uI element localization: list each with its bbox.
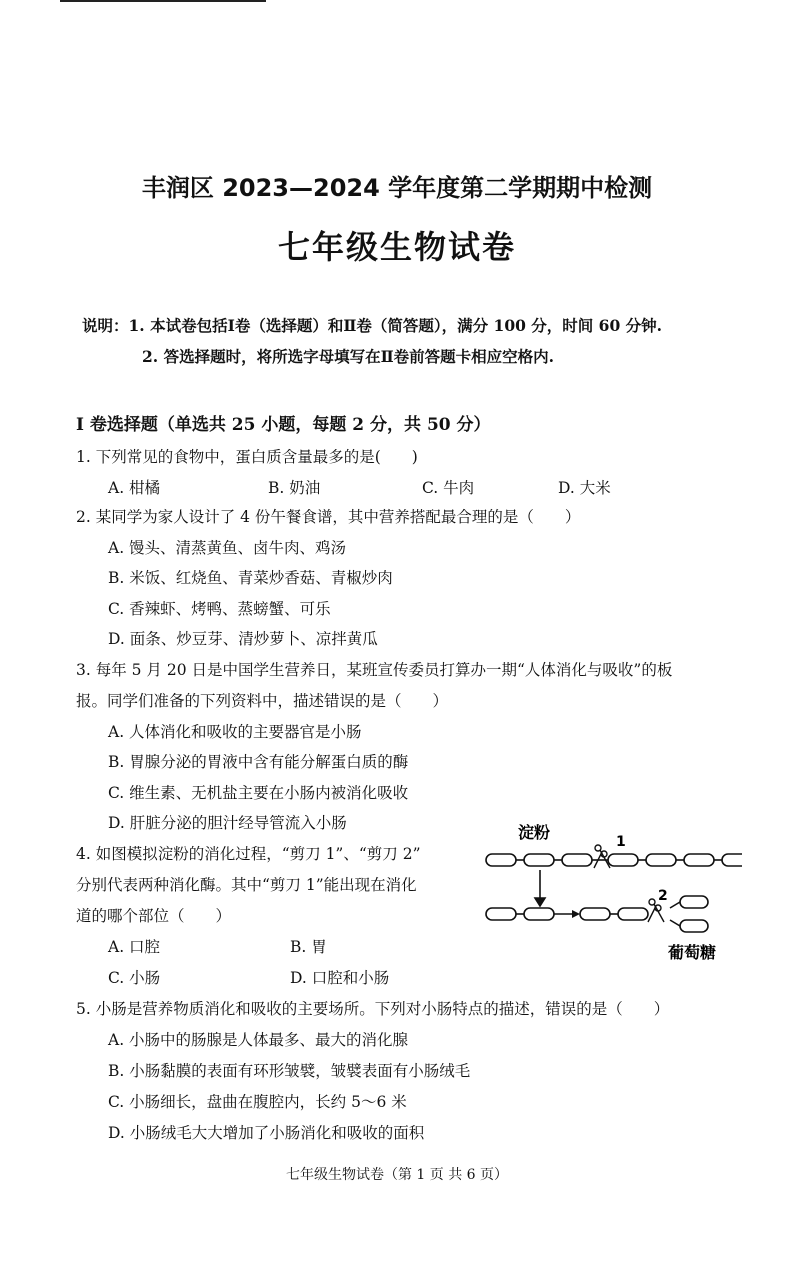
question-4-stem-line-3: 道的哪个部位（ ） [76, 907, 232, 925]
top-rule [60, 0, 266, 2]
section-title: Ⅰ 卷选择题（单选共 25 小题，每题 2 分，共 50 分） [76, 415, 491, 435]
question-3-option-d: D. 肝脏分泌的胆汁经导管流入小肠 [108, 814, 347, 832]
question-1-option-d: D. 大米 [558, 479, 611, 497]
question-3-stem-line-2: 报。同学们准备的下列资料中，描述错误的是（ ） [76, 692, 449, 710]
starch-digestion-diagram [480, 818, 750, 968]
glucose-unit [680, 920, 708, 932]
question-4-option-c: C. 小肠 [108, 969, 161, 987]
question-2-option-b: B. 米饭、红烧鱼、青菜炒香菇、青椒炒肉 [108, 569, 393, 587]
question-5-option-a: A. 小肠中的肠腺是人体最多、最大的消化腺 [108, 1031, 409, 1049]
question-4-option-b: B. 胃 [290, 938, 327, 956]
glucose-unit [486, 854, 516, 866]
glucose-unit [684, 854, 714, 866]
starch-label: 淀粉 [518, 823, 551, 842]
question-3-option-a: A. 人体消化和吸收的主要器官是小肠 [108, 723, 362, 741]
right-arrow [572, 910, 580, 918]
exam-subtitle: 七年级生物试卷 [277, 228, 516, 266]
instruction-2: 2. 答选择题时，将所选字母填写在Ⅱ卷前答题卡相应空格内. [142, 347, 555, 366]
glucose-split [670, 896, 708, 932]
glucose-unit [580, 908, 610, 920]
glucose-unit [524, 908, 554, 920]
glucose-unit [608, 854, 638, 866]
question-2-option-c: C. 香辣虾、烤鸭、蒸螃蟹、可乐 [108, 600, 331, 618]
question-3-stem-line-1: 3. 每年 5 月 20 日是中国学生营养日，某班宣传委员打算办一期“人体消化与吸收”的板 [76, 661, 673, 679]
question-5-option-d: D. 小肠绒毛大大增加了小肠消化和吸收的面积 [108, 1124, 425, 1142]
question-2-option-a: A. 馒头、清蒸黄鱼、卤牛肉、鸡汤 [108, 539, 347, 557]
glucose-unit [618, 908, 648, 920]
question-5-option-c: C. 小肠细长，盘曲在腹腔内，长约 5～6 米 [108, 1093, 407, 1111]
question-4-option-d: D. 口腔和小肠 [290, 969, 390, 987]
glucose-unit [646, 854, 676, 866]
exam-title: 丰润区 2023—2024 学年度第二学期期中检测 [141, 174, 653, 202]
instruction-1: 说明：1. 本试卷包括Ⅰ卷（选择题）和Ⅱ卷（简答题），满分 100 分，时间 60 分钟. [82, 316, 663, 335]
question-4-option-a: A. 口腔 [108, 938, 161, 956]
question-5-stem: 5. 小肠是营养物质消化和吸收的主要场所。下列对小肠特点的描述，错误的是（ ） [76, 1000, 670, 1018]
glucose-label: 葡萄糖 [668, 943, 717, 962]
question-4-stem-line-1: 4. 如图模拟淀粉的消化过程，“剪刀 1”、“剪刀 2” [76, 845, 421, 863]
question-1-option-c: C. 牛肉 [422, 479, 475, 497]
glucose-unit [562, 854, 592, 866]
question-4-stem-line-2: 分别代表两种消化酶。其中“剪刀 1”能出现在消化 [76, 876, 417, 894]
question-1-option-b: B. 奶油 [268, 479, 321, 497]
scissor-1-label: 1 [616, 834, 626, 850]
question-1-option-a: A. 柑橘 [108, 479, 161, 497]
question-5-option-b: B. 小肠黏膜的表面有环形皱襞，皱襞表面有小肠绒毛 [108, 1062, 471, 1080]
glucose-unit [524, 854, 554, 866]
starch-chain [486, 854, 742, 866]
question-3-option-c: C. 维生素、无机盐主要在小肠内被消化吸收 [108, 784, 409, 802]
page-footer: 七年级生物试卷（第 1 页 共 6 页） [285, 1167, 509, 1183]
glucose-unit [486, 908, 516, 920]
question-3-option-b: B. 胃腺分泌的胃液中含有能分解蛋白质的酶 [108, 753, 409, 771]
question-2-option-d: D. 面条、炒豆芽、清炒萝卜、凉拌黄瓜 [108, 630, 378, 648]
glucose-unit [680, 896, 708, 908]
instructions [82, 310, 662, 372]
scissor-2-label: 2 [658, 888, 668, 904]
maltose-chain [486, 908, 648, 920]
question-1-stem: 1. 下列常见的食物中，蛋白质含量最多的是( ) [76, 448, 418, 466]
down-arrow [535, 870, 545, 906]
question-2-stem: 2. 某同学为家人设计了 4 份午餐食谱，其中营养搭配最合理的是（ ） [76, 508, 581, 526]
scissor-1-icon [594, 845, 610, 868]
